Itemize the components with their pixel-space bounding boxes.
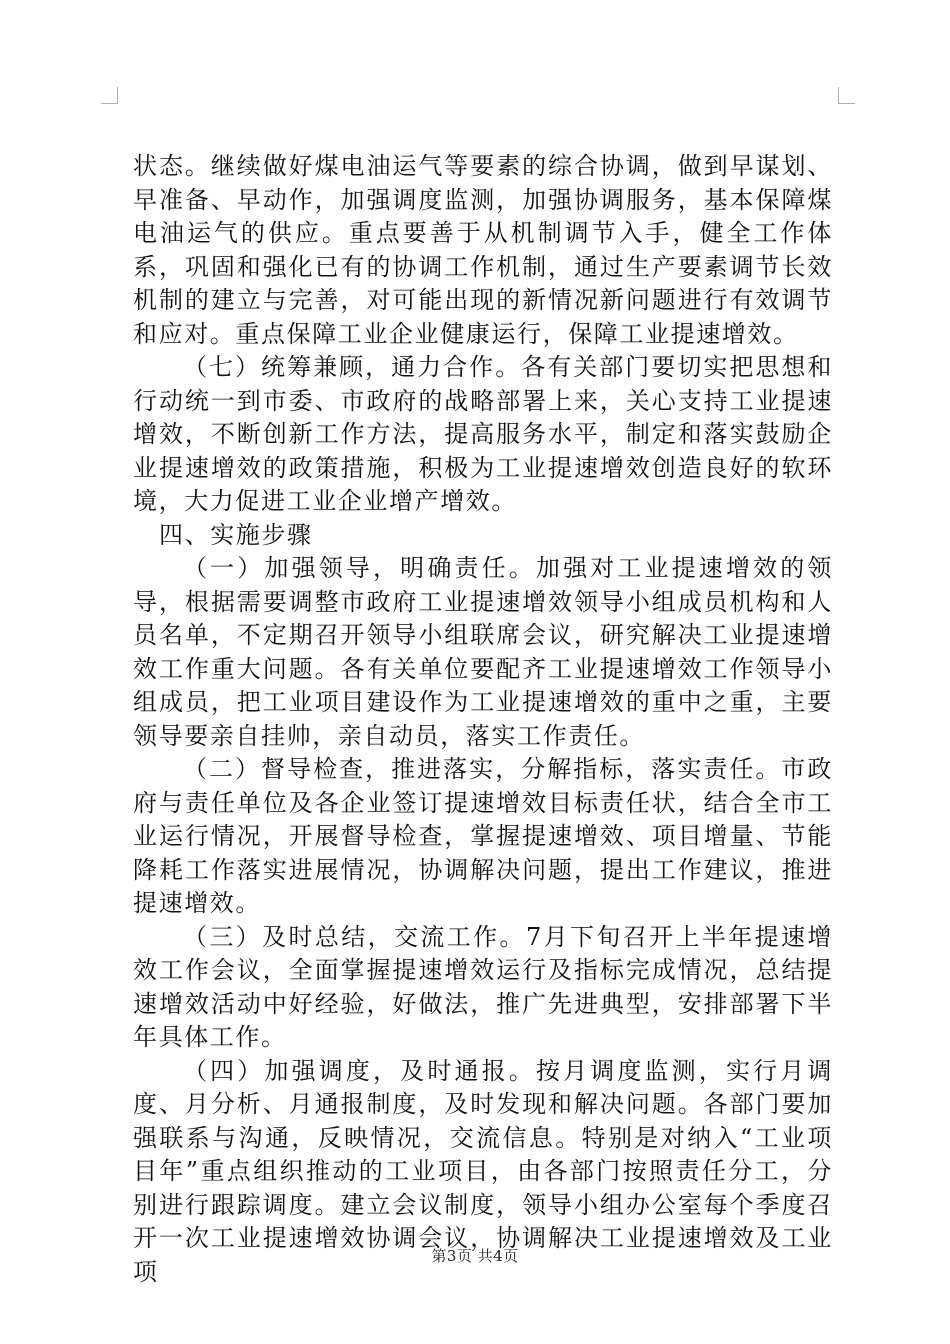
paragraph-step-3: （三）及时总结，交流工作。7月下旬召开上半年提速增效工作会议，全面掌握提速增效运行及指标完成情况，总结提速增效活动中好经验，好做法，推广先进典型，安排部署下半年具体工作。: [133, 922, 833, 1051]
paragraph-step-1: （一）加强领导，明确责任。加强对工业提速增效的领导，根据需要调整市政府工业提速增效领导小组成员机构和人员名单，不定期召开领导小组联席会议，研究解决工业提速增效工作重大问题。各有关单位要配齐工业提速增效工作领导小组成员，把工业项目建设作为工业提速增效的重中之重，主要领导要亲自挂帅，亲自动员，落实工作责任。: [133, 554, 833, 750]
page-number-footer: 第3页 共4页: [431, 1247, 519, 1265]
paragraph-item-7: （七）统筹兼顾，通力合作。各有关部门要切实把思想和行动统一到市委、市政府的战略部署上来，关心支持工业提速增效，不断创新工作方法，提高服务水平，制定和落实鼓励企业提速增效的政策措施，积极为工业提速增效创造良好的软环境，大力促进工业企业增产增效。: [133, 353, 833, 515]
paragraph-step-4: （四）加强调度，及时通报。按月调度监测，实行月调度、月分析、月通报制度，及时发现和解决问题。各部门要加强联系与沟通，反映情况，交流信息。特别是对纳入“工业项目年”重点组织推动的工业项目，由各部门按照责任分工，分别进行跟踪调度。建立会议制度，领导小组办公室每个季度召开一次工业提速增效协调会议，协调解决工业提速增效及工业项: [133, 1056, 833, 1286]
paragraph-step-2: （二）督导检查，推进落实，分解指标，落实责任。市政府与责任单位及各企业签订提速增效目标责任状，结合全市工业运行情况，开展督导检查，掌握提速增效、项目增量、节能降耗工作落实进展情况，协调解决问题，提出工作建议，推进提速增效。: [133, 755, 833, 917]
document-body: [133, 150, 833, 1289]
crop-mark-top-right: [838, 87, 855, 104]
crop-mark-top-left: [101, 87, 118, 104]
section-heading-implementation-steps: 四、实施步骤: [159, 520, 313, 549]
paragraph-continuation: 状态。继续做好煤电油运气等要素的综合协调，做到早谋划、早准备、早动作，加强调度监测，加强协调服务，基本保障煤电油运气的供应。重点要善于从机制调节入手，健全工作体系，巩固和强化已有的协调工作机制，通过生产要素调节长效机制的建立与完善，对可能出现的新情况新问题进行有效调节和应对。重点保障工业企业健康运行，保障工业提速增效。: [133, 152, 833, 348]
